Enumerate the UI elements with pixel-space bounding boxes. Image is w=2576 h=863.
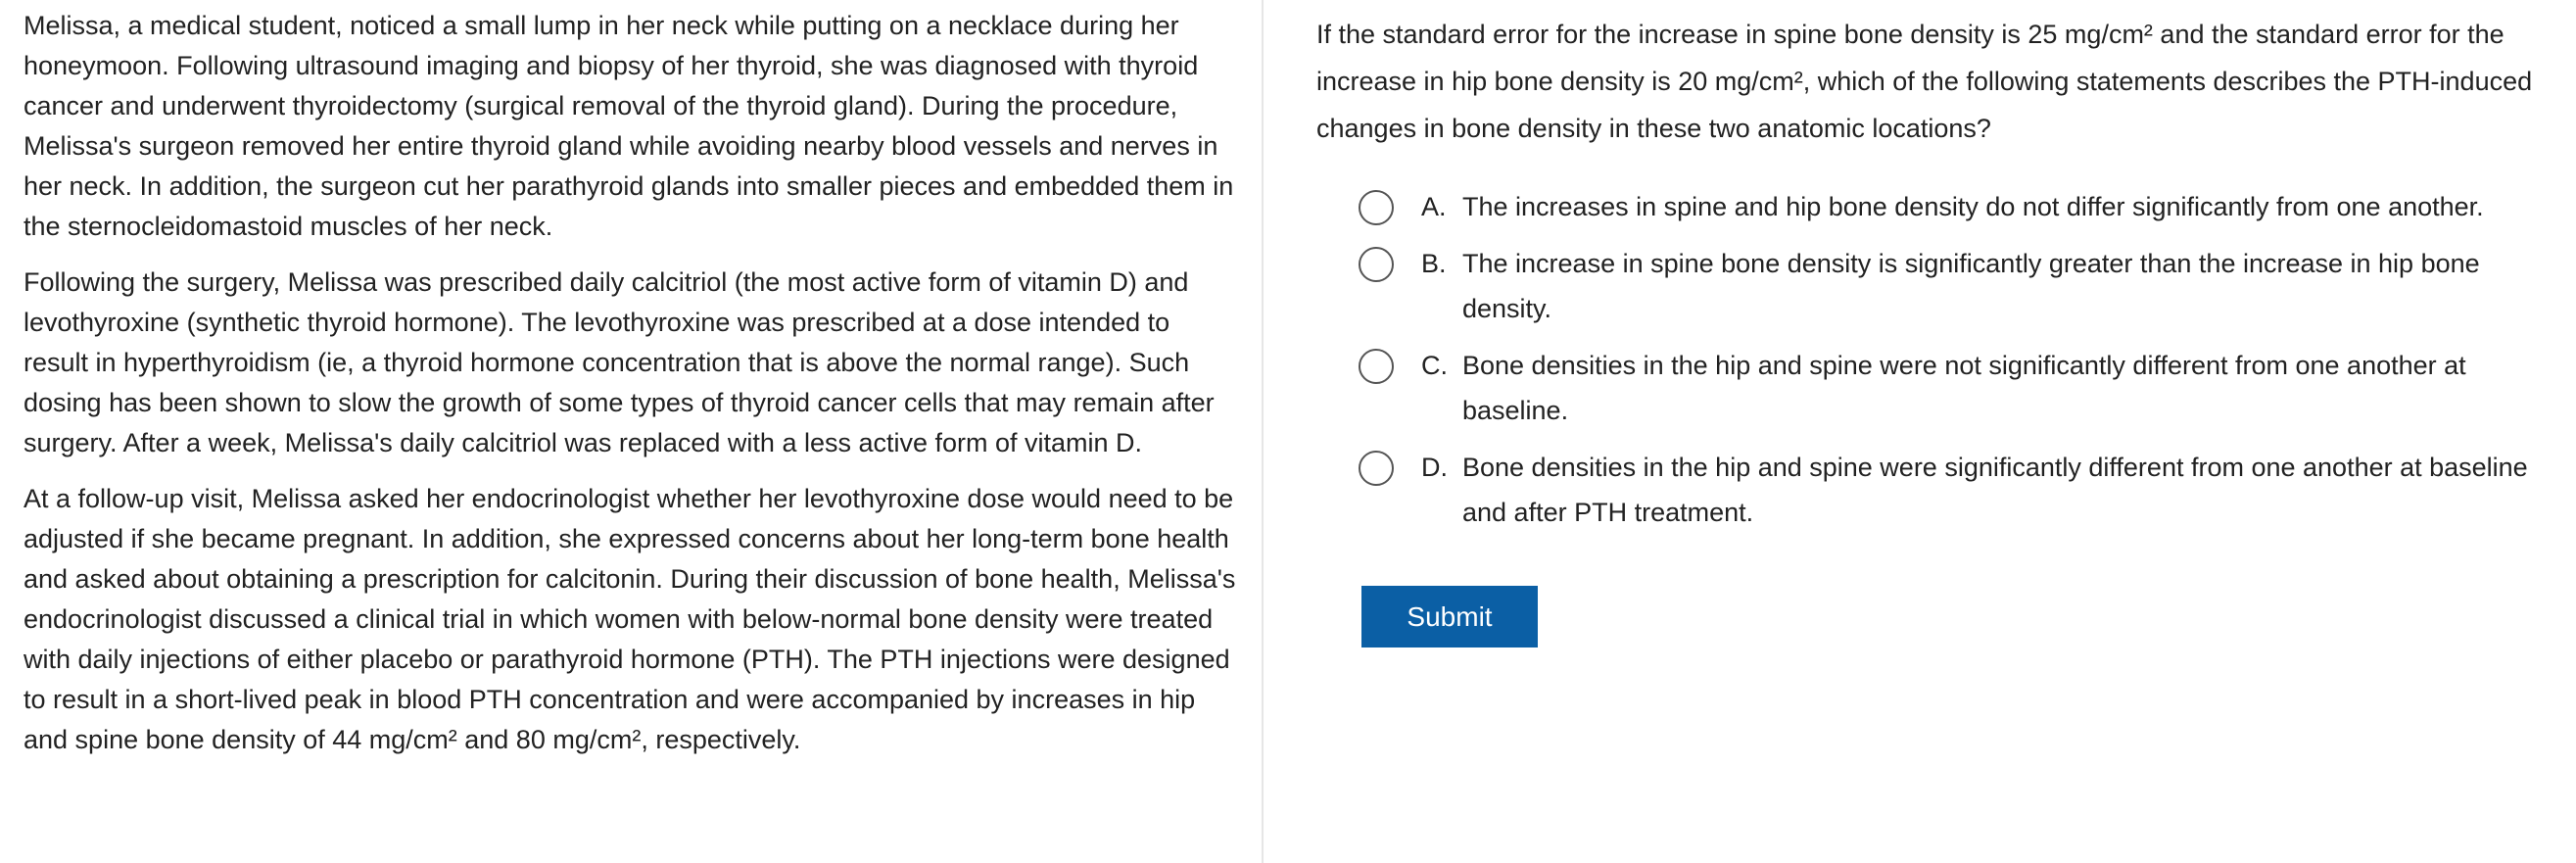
answer-choice-d[interactable] [1316, 445, 2576, 535]
answer-choices [1316, 184, 2576, 535]
answer-choice-a[interactable] [1316, 184, 2576, 229]
choice-letter-a: A. [1421, 192, 1447, 221]
radio-button-d[interactable] [1359, 451, 1394, 486]
radio-button-a[interactable] [1359, 190, 1394, 225]
choice-text-d: Bone densities in the hip and spine were significantly different from one another at baseline and after PTH treatment. [1462, 453, 2528, 527]
choice-text-c: Bone densities in the hip and spine were not significantly different from one another at baseline. [1462, 351, 2466, 425]
radio-button-b[interactable] [1359, 247, 1394, 282]
question-pane [1265, 0, 2576, 863]
passage-pane [0, 0, 1264, 863]
answer-choice-b[interactable] [1316, 241, 2576, 331]
choice-letter-c: C. [1421, 351, 1448, 380]
passage-paragraph-1: Melissa, a medical student, noticed a small lump in her neck while putting on a necklace during her honeymoon. Following ultrasound imaging and biopsy of her thyroid, she was diagnosed with thyroid cancer and underwent thyroidectomy (surgical removal of the thyroid gland). During the procedure, Melissa's surgeon removed her entire thyroid gland while avoiding nearby blood vessels and nerves in her neck. In addition, the surgeon cut her parathyroid glands into smaller pieces and embedded them in the sternocleidomastoid muscles of her neck. [24, 11, 1234, 241]
passage-paragraph-2: Following the surgery, Melissa was prescribed daily calcitriol (the most active form of vitamin D) and levothyroxine (synthetic thyroid hormone). The levothyroxine was prescribed at a dose intended to result in hyperthyroidism (ie, a thyroid hormone concentration that is above the normal range). Such dosing has been shown to slow the growth of some types of thyroid cancer cells that may remain after surgery. After a week, Melissa's daily calcitriol was replaced with a less active form of vitamin D. [24, 267, 1215, 457]
passage-paragraph-3: At a follow-up visit, Melissa asked her endocrinologist whether her levothyroxine dose would need to be adjusted if she became pregnant. In addition, she expressed concerns about her long-term bone health and asked about obtaining a prescription for calcitonin. During their discussion of bone health, Melissa's endocrinologist discussed a clinical trial in which women with below-normal bone density were treated with daily injections of either placebo or parathyroid hormone (PTH). The PTH injections were designed to result in a short-lived peak in blood PTH concentration and were accompanied by increases in hip and spine bone density of 44 mg/cm² and 80 mg/cm², respectively. [24, 484, 1236, 754]
choice-text-a: The increases in spine and hip bone density do not differ significantly from one another. [1462, 192, 2484, 221]
answer-choice-c[interactable] [1316, 343, 2576, 433]
submit-button[interactable]: Submit [1361, 586, 1538, 647]
choice-letter-d: D. [1421, 453, 1448, 482]
choice-letter-b: B. [1421, 249, 1447, 278]
question-stem: If the standard error for the increase in spine bone density is 25 mg/cm² and the standard error for the increase in hip bone density is 20 mg/cm², which of the following statements describes the PTH-induced changes in bone density in these two anatomic locations? [1316, 20, 2533, 143]
choice-text-b: The increase in spine bone density is significantly greater than the increase in hip bone density. [1462, 249, 2480, 323]
radio-button-c[interactable] [1359, 349, 1394, 384]
